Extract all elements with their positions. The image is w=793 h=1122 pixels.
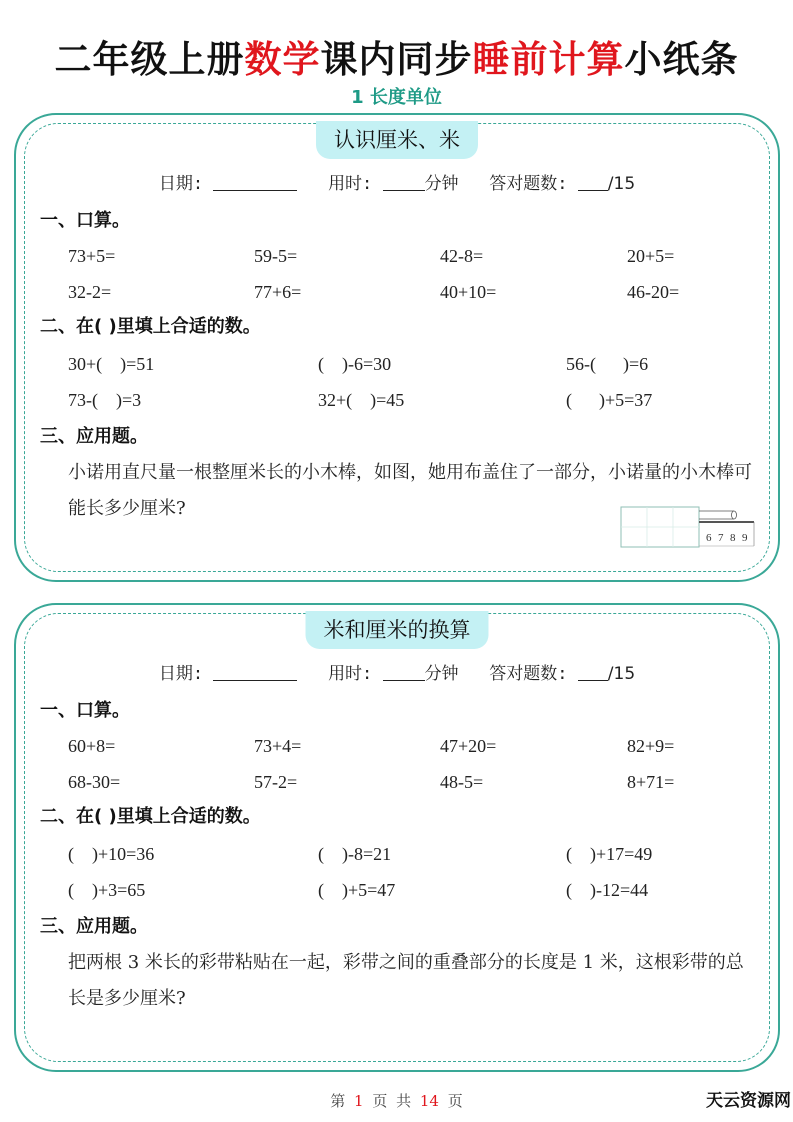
section-heading-word-problem: 三、应用题。 — [40, 916, 148, 937]
fill-blank-item[interactable]: 56-( )=6 — [566, 354, 649, 374]
time-unit: 分钟 — [424, 174, 459, 194]
mental-math-row — [68, 279, 758, 305]
score-total: /15 — [607, 174, 636, 194]
math-item: 60+8= — [68, 736, 116, 756]
time-label: 用时: — [328, 174, 373, 194]
date-label: 日期: — [158, 664, 204, 684]
worksheet-card-2 — [14, 603, 780, 1072]
math-item: 32-2= — [68, 282, 112, 302]
svg-text:6: 6 — [706, 532, 712, 544]
svg-text:7: 7 — [718, 532, 724, 544]
score-total: /15 — [607, 664, 636, 684]
title-part: 课内同步 — [320, 38, 473, 81]
fill-blank-item[interactable]: ( )+17=49 — [566, 844, 653, 864]
math-item: 42-8= — [440, 246, 484, 266]
score-label: 答对题数: — [489, 174, 568, 194]
total-pages-number: 14 — [419, 1092, 439, 1110]
math-item: 77+6= — [254, 282, 302, 302]
math-item: 73+4= — [254, 736, 302, 756]
fill-blank-item[interactable]: ( )+10=36 — [68, 844, 155, 864]
time-unit: 分钟 — [424, 664, 459, 684]
section-heading-word-problem: 三、应用题。 — [40, 426, 148, 447]
math-item: 20+5= — [627, 246, 675, 266]
card-title-tab: 认识厘米、米 — [316, 121, 478, 159]
footer-middle: 页 共 — [372, 1092, 412, 1110]
score-label: 答对题数: — [489, 664, 568, 684]
fill-blank-item[interactable]: 73-( )=3 — [68, 390, 142, 410]
title-part-highlight: 睡前计算 — [472, 38, 625, 81]
ruler-figure-icon — [620, 506, 756, 548]
footer-prefix: 第 — [330, 1092, 346, 1110]
math-item: 40+10= — [440, 282, 497, 302]
date-blank[interactable] — [213, 175, 297, 191]
word-problem-text: 小诺用直尺量一根整厘米长的小木棒，如图，她用布盖住了一部分，小诺量的小木棒可能长多少厘米? — [68, 462, 752, 519]
fill-blank-item[interactable]: 32+( )=45 — [318, 390, 405, 410]
fill-blank-row — [68, 387, 758, 413]
page-footer — [0, 1090, 793, 1111]
current-page-number: 1 — [354, 1092, 364, 1110]
ruler-cloth-figure — [620, 506, 756, 548]
fill-blank-item[interactable]: ( )-6=30 — [318, 354, 392, 374]
section-heading-fill-blank: 二、在( )里填上合适的数。 — [40, 806, 261, 827]
page-title — [0, 38, 793, 82]
fill-blank-item[interactable]: ( )+3=65 — [68, 880, 146, 900]
meta-line — [16, 169, 778, 194]
fill-blank-item[interactable]: ( )-12=44 — [566, 880, 649, 900]
fill-blank-row — [68, 351, 758, 377]
date-blank[interactable] — [213, 665, 297, 681]
math-item: 59-5= — [254, 246, 298, 266]
title-part-highlight: 数学 — [244, 38, 321, 81]
section-heading-mental-math: 一、口算。 — [40, 700, 130, 721]
fill-blank-row — [68, 877, 758, 903]
section-heading-fill-blank: 二、在( )里填上合适的数。 — [40, 316, 261, 337]
svg-text:9: 9 — [742, 532, 748, 544]
mental-math-row — [68, 243, 758, 269]
unit-subtitle: 1 长度单位 — [351, 87, 442, 108]
math-item: 68-30= — [68, 772, 121, 792]
footer-suffix: 页 — [447, 1092, 463, 1110]
time-blank[interactable] — [383, 665, 425, 681]
title-part: 小纸条 — [624, 38, 739, 81]
math-item: 73+5= — [68, 246, 116, 266]
mental-math-row — [68, 769, 758, 795]
math-item: 57-2= — [254, 772, 298, 792]
word-problem-text: 把两根 3 米长的彩带粘贴在一起，彩带之间的重叠部分的长度是 1 米，这根彩带的总长是多少厘米? — [68, 952, 744, 1009]
math-item: 47+20= — [440, 736, 497, 756]
svg-text:8: 8 — [730, 532, 736, 544]
time-label: 用时: — [328, 664, 373, 684]
math-item: 82+9= — [627, 736, 675, 756]
worksheet-card-1 — [14, 113, 780, 582]
score-blank[interactable] — [578, 665, 608, 681]
fill-blank-item[interactable]: ( )-8=21 — [318, 844, 392, 864]
section-heading-mental-math: 一、口算。 — [40, 210, 130, 231]
fill-blank-item[interactable]: ( )+5=47 — [318, 880, 396, 900]
time-blank[interactable] — [383, 175, 425, 191]
watermark-logo: 天云资源网 — [706, 1091, 791, 1111]
fill-blank-item[interactable]: 30+( )=51 — [68, 354, 155, 374]
fill-blank-item[interactable]: ( )+5=37 — [566, 390, 653, 410]
score-blank[interactable] — [578, 175, 608, 191]
math-item: 48-5= — [440, 772, 484, 792]
math-item: 8+71= — [627, 772, 675, 792]
date-label: 日期: — [158, 174, 204, 194]
math-item: 46-20= — [627, 282, 680, 302]
fill-blank-row — [68, 841, 758, 867]
meta-line — [16, 659, 778, 684]
card-title-tab: 米和厘米的换算 — [306, 611, 489, 649]
mental-math-row — [68, 733, 758, 759]
title-part: 二年级上册 — [54, 38, 245, 81]
